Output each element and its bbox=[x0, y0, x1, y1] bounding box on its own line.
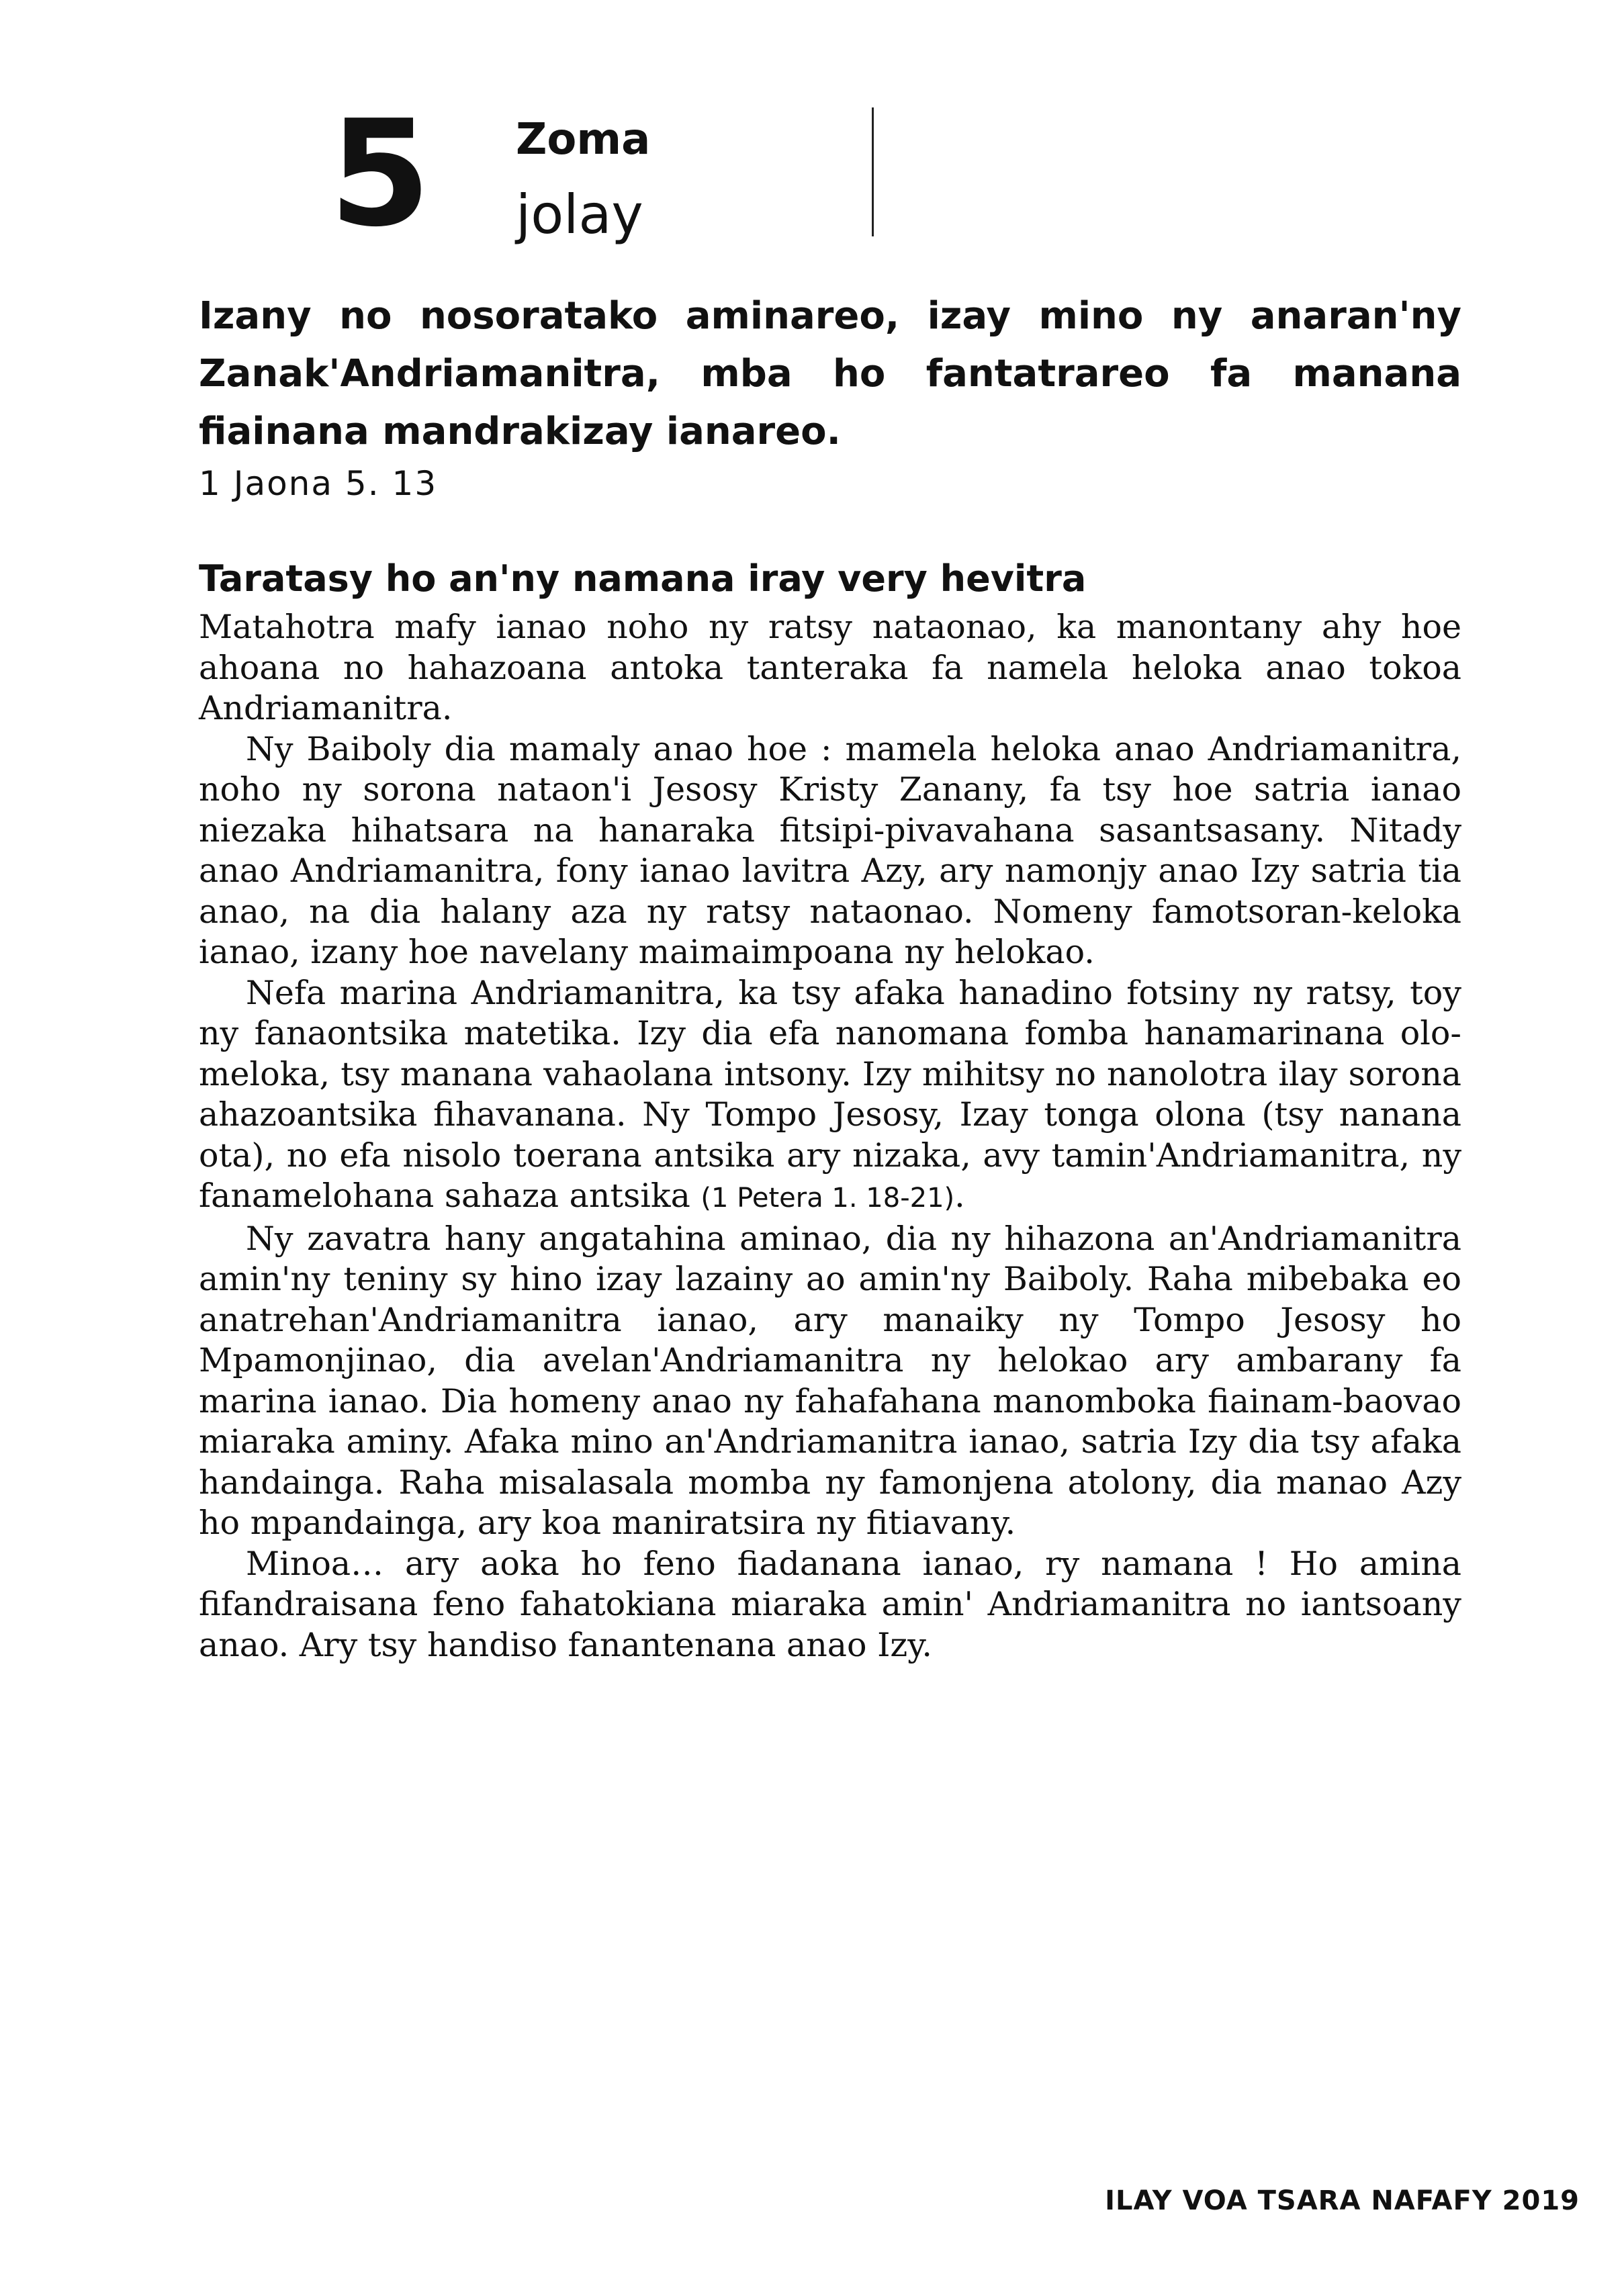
header-divider bbox=[872, 107, 874, 236]
paragraph-4: Ny zavatra hany angatahina aminao, dia ny hihazona an'Andriamanitra amin'ny teniny sy hino izay lazainy ao amin'ny Baiboly. Raha mibebaka eo anatrehan'Andriamanitra ianao, ary manaiky ny Tompo Jesosy ho Mpamonjinao, dia avelan'Andriamanitra ny helokao ary ambarany fa marina ianao. Dia homeny anao ny fahafahana manomboka fiainam-baovao miaraka aminy. Afaka mino an'Andriamanitra ianao, satria Izy dia tsy afaka handainga. Raha misalasala momba ny famonjena atolony, dia manao Azy ho mpandainga, ary koa maniratsira ny fitiavany. bbox=[199, 1219, 1461, 1542]
paragraph-3 bbox=[199, 973, 1461, 1219]
article-title: Taratasy ho an'ny namana iray very hevitra bbox=[199, 557, 1087, 600]
article-body bbox=[199, 607, 1461, 1666]
paragraph-5: Minoa… ary aoka ho feno fiadanana ianao, ry namana ! Ho amina fifandraisana feno fahatokiana miaraka amin' Andriamanitra no iantsoany anao. Ary tsy handiso fanantenana anao Izy. bbox=[199, 1544, 1461, 1664]
day-number: 5 bbox=[329, 89, 428, 259]
scripture-reference: (1 Petera 1. 18-21) bbox=[701, 1183, 955, 1214]
footer-label: ILAY VOA TSARA NAFAFY 2019 bbox=[1105, 2185, 1580, 2216]
verse-reference: 1 Jaona 5. 13 bbox=[199, 464, 438, 503]
weekday: Zoma bbox=[516, 115, 651, 165]
paragraph-2: Ny Baiboly dia mamaly anao hoe : mamela heloka anao Andriamanitra, noho ny sorona nataon'i Jesosy Kristy Zanany, fa tsy hoe satria ianao niezaka hihatsara na hanaraka fitsipi-pivavahana sasantsasany. Nitady anao Andriamanitra, fony ianao lavitra Azy, ary namonjy anao Izy satria tia anao, na dia halany aza ny ratsy nataonao. Nomeny famotsoran-keloka ianao, izany hoe navelany maimaimpoana ny helokao. bbox=[199, 729, 1461, 971]
verse-text: Izany no nosoratako aminareo, izay mino ny anaran'ny Zanak'Andriamanitra, mba ho fantatrareo fa manana fiainana mandrakizay ianareo. bbox=[199, 294, 1461, 453]
paragraph-3-text: Nefa marina Andriamanitra, ka tsy afaka hanadino fotsiny ny ratsy, toy ny fanaontsika matetika. Izy dia efa nanomana fomba hanamarinana olo-meloka, tsy manana vahaolana intsony. Izy mihitsy no nanolotra ilay sorona ahazoantsika fihavanana. Ny Tompo Jesosy, Izay tonga olona (tsy nanana ota), no efa nisolo toerana antsika ary nizaka, avy tamin'Andriamanitra, ny fanamelohana sahaza antsika bbox=[199, 973, 1461, 1215]
paragraph-1: Matahotra mafy ianao noho ny ratsy nataonao, ka manontany ahy hoe ahoana no hahazoana antoka tanteraka fa namela heloka anao tokoa Andriamanitra. bbox=[199, 608, 1461, 727]
month: jolay bbox=[516, 183, 643, 246]
paragraph-3-end: . bbox=[954, 1177, 965, 1215]
